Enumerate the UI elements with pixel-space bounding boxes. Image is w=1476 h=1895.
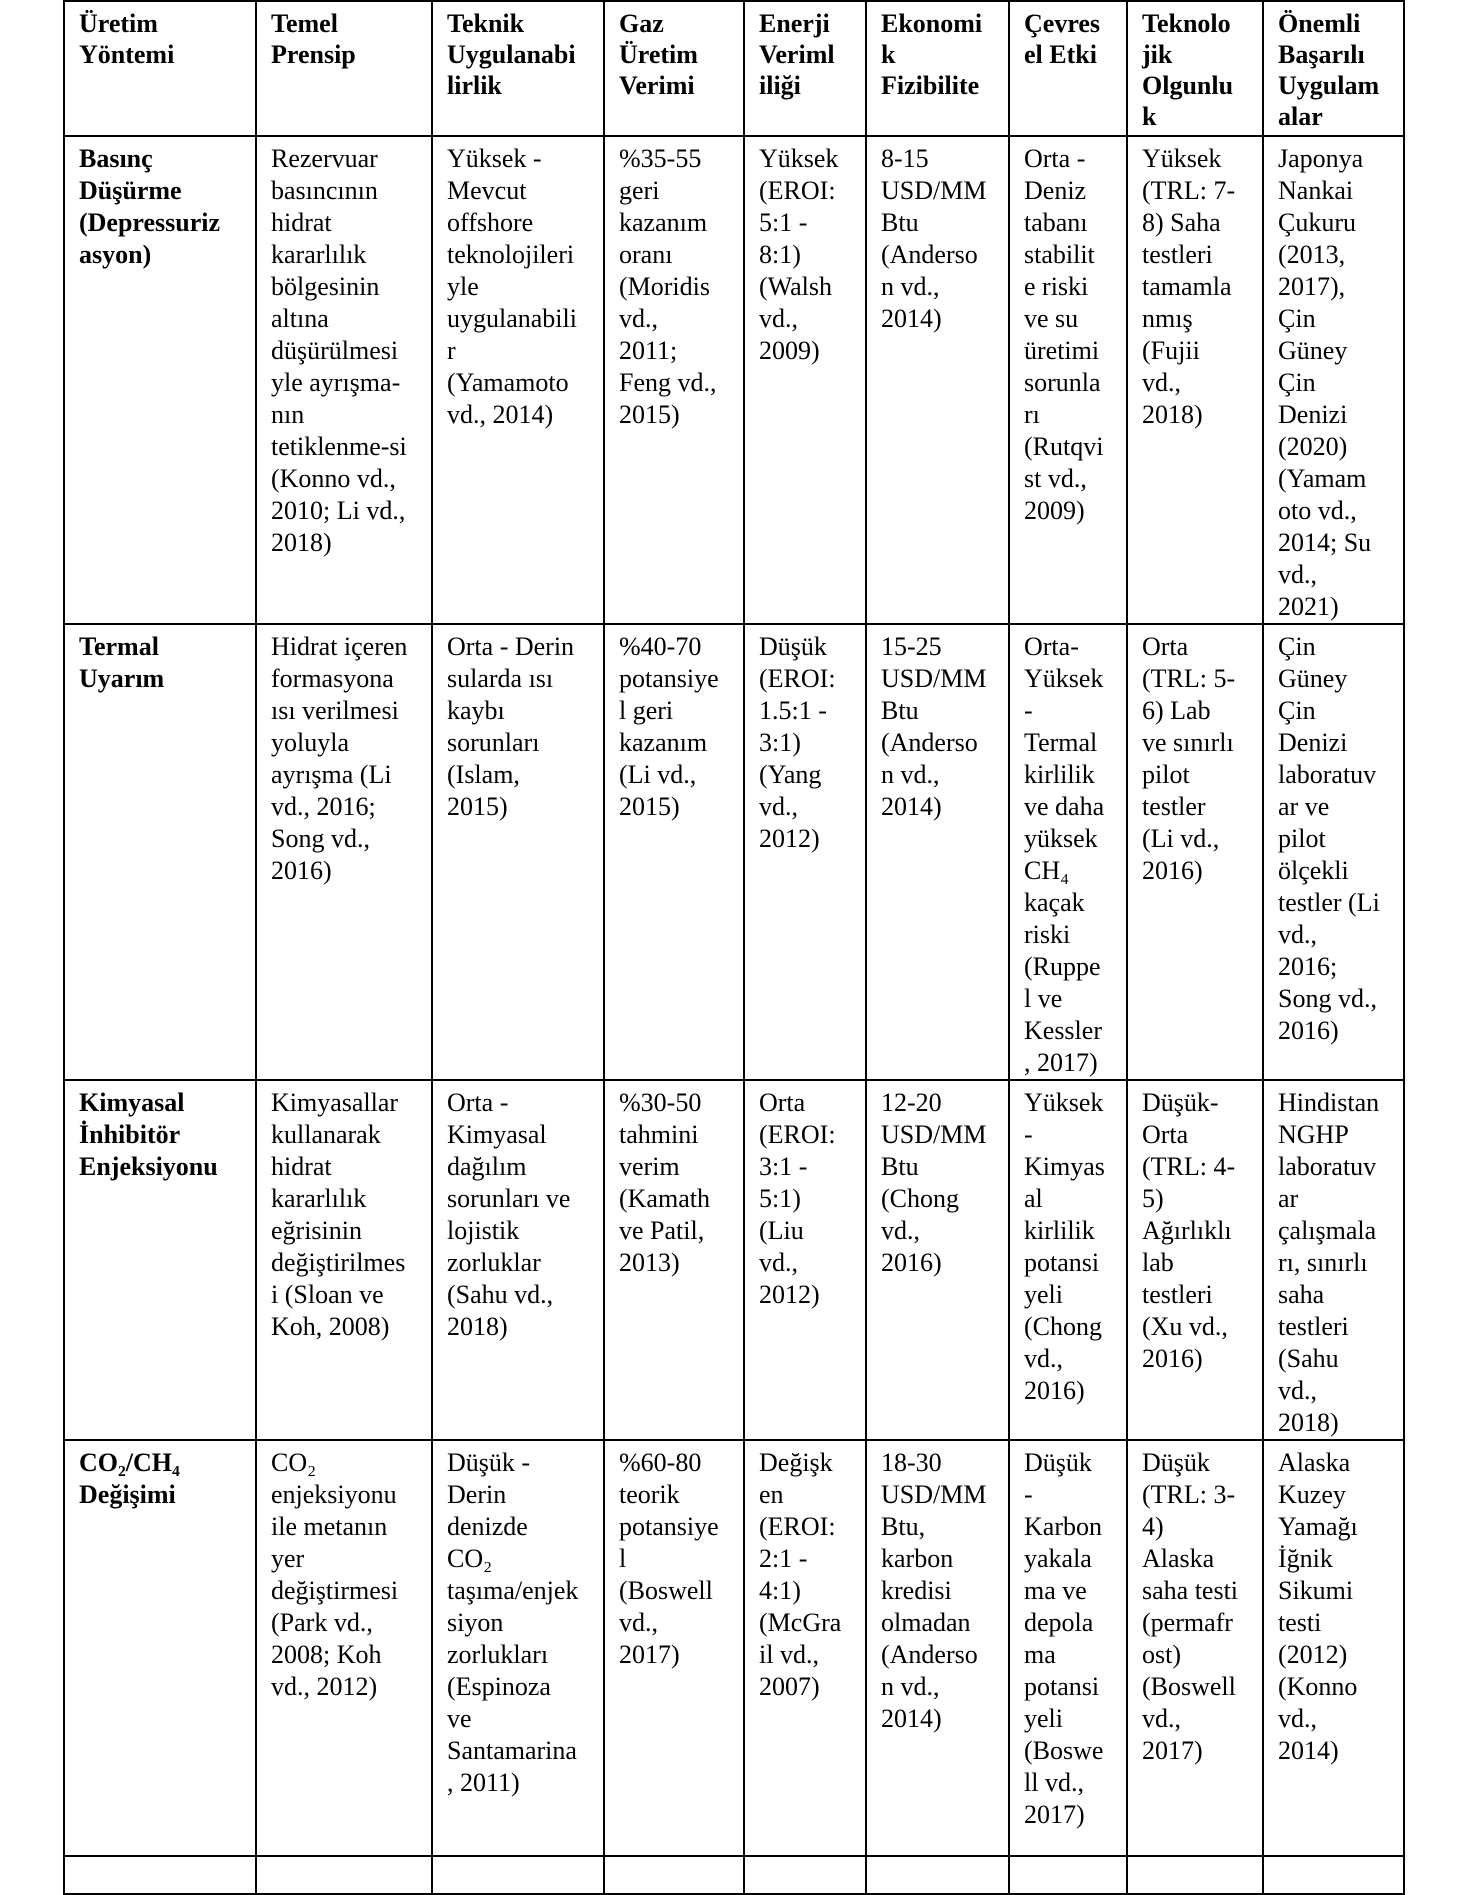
table-row-cut-off xyxy=(64,1856,1404,1894)
table-cell: Yüksek - Kimyas al kirlilik potansi yeli (Chong vd., 2016) xyxy=(1009,1080,1127,1440)
table-cell: Orta- Yüksek - Termal kirlilik ve daha yüksek CH₄ kaçak riski (Ruppe l ve Kessler , 2017) xyxy=(1009,624,1127,1080)
table-cell: Orta - Derin sularda ısı kaybı sorunları (Islam, 2015) xyxy=(432,624,604,1080)
table-cell: Yüksek - Mevcut offshore teknolojileri yle uygulanabili r (Yamamoto vd., 2014) xyxy=(432,136,604,624)
row-method: Termal Uyarım xyxy=(64,624,256,1080)
table-cell: 18-30 USD/MM Btu, karbon kredisi olmadan (Anderso n vd., 2014) xyxy=(866,1440,1009,1856)
header-economic-feasibility: Ekonomi k Fizibilite xyxy=(866,1,1009,136)
table-cell: Hindistan NGHP laboratuv ar çalışmala rı, sınırlı saha testleri (Sahu vd., 2018) xyxy=(1263,1080,1404,1440)
table-cell: Orta - Deniz tabanı stabilit e riski ve su üretimi sorunla rı (Rutqvi st vd., 2009) xyxy=(1009,136,1127,624)
table-row xyxy=(64,1080,1404,1440)
table-cell xyxy=(604,1856,744,1894)
table-cell: Düşük (TRL: 3- 4) Alaska saha testi (permafr ost) (Boswell vd., 2017) xyxy=(1127,1440,1263,1856)
table-cell xyxy=(432,1856,604,1894)
table-cell xyxy=(1127,1856,1263,1894)
table-cell: Rezervuar basıncının hidrat kararlılık bölgesinin altına düşürülmesi yle ayrışma- nın tetiklenme-si (Konno vd., 2010; Li vd., 2018) xyxy=(256,136,432,624)
table-cell xyxy=(1009,1856,1127,1894)
table-cell: Orta - Kimyasal dağılım sorunları ve lojistik zorluklar (Sahu vd., 2018) xyxy=(432,1080,604,1440)
row-method: Basınç Düşürme (Depressuriz asyon) xyxy=(64,136,256,624)
table-cell: Yüksek (TRL: 7- 8) Saha testleri tamamla nmış (Fujii vd., 2018) xyxy=(1127,136,1263,624)
table-cell: %60-80 teorik potansiye l (Boswell vd., 2017) xyxy=(604,1440,744,1856)
header-gas-yield: Gaz Üretim Verimi xyxy=(604,1,744,136)
table-cell: %30-50 tahmini verim (Kamath ve Patil, 2013) xyxy=(604,1080,744,1440)
table-cell: Alaska Kuzey Yamağı İğnik Sikumi testi (2012) (Konno vd., 2014) xyxy=(1263,1440,1404,1856)
table-cell: Düşük (EROI: 1.5:1 - 3:1) (Yang vd., 2012) xyxy=(744,624,866,1080)
table-cell xyxy=(1263,1856,1404,1894)
table-cell: Kimyasallar kullanarak hidrat kararlılık eğrisinin değiştirilmes i (Sloan ve Koh, 2008) xyxy=(256,1080,432,1440)
comparison-table xyxy=(63,0,1405,1895)
table-cell: Orta (EROI: 3:1 - 5:1) (Liu vd., 2012) xyxy=(744,1080,866,1440)
header-energy-efficiency: Enerji Veriml iliği xyxy=(744,1,866,136)
row-method: Kimyasal İnhibitör Enjeksiyonu xyxy=(64,1080,256,1440)
table-row xyxy=(64,624,1404,1080)
header-applications: Önemli Başarılı Uygulam alar xyxy=(1263,1,1404,136)
header-tech-maturity: Teknolo jik Olgunlu k xyxy=(1127,1,1263,136)
table-cell: %40-70 potansiye l geri kazanım (Li vd., 2015) xyxy=(604,624,744,1080)
method-formula: CO₂/CH₄ xyxy=(79,1448,180,1477)
table-cell: Hidrat içeren formasyona ısı verilmesi yoluyla ayrışma (Li vd., 2016; Song vd., 2016) xyxy=(256,624,432,1080)
method-label: Değişimi xyxy=(79,1480,176,1509)
table-cell xyxy=(64,1856,256,1894)
header-method: Üretim Yöntemi xyxy=(64,1,256,136)
table-cell: Japonya Nankai Çukuru (2013, 2017), Çin Güney Çin Denizi (2020) (Yamam oto vd., 2014; Su vd., 2021) xyxy=(1263,136,1404,624)
table-header-row xyxy=(64,1,1404,136)
table-cell: 8-15 USD/MM Btu (Anderso n vd., 2014) xyxy=(866,136,1009,624)
table-cell xyxy=(866,1856,1009,1894)
header-environmental-impact: Çevres el Etki xyxy=(1009,1,1127,136)
table-cell xyxy=(256,1856,432,1894)
table-cell: Düşük- Orta (TRL: 4- 5) Ağırlıklı lab testleri (Xu vd., 2016) xyxy=(1127,1080,1263,1440)
table-row xyxy=(64,136,1404,624)
table-cell: 12-20 USD/MM Btu (Chong vd., 2016) xyxy=(866,1080,1009,1440)
header-technical-applicability: Teknik Uygulanabi lirlik xyxy=(432,1,604,136)
table-cell: CO₂ enjeksiyonu ile metanın yer değiştirmesi (Park vd., 2008; Koh vd., 2012) xyxy=(256,1440,432,1856)
table-cell xyxy=(744,1856,866,1894)
table-cell: Orta (TRL: 5- 6) Lab ve sınırlı pilot testler (Li vd., 2016) xyxy=(1127,624,1263,1080)
table-cell: Yüksek (EROI: 5:1 - 8:1) (Walsh vd., 2009) xyxy=(744,136,866,624)
table-cell: Değişk en (EROI: 2:1 - 4:1) (McGra il vd., 2007) xyxy=(744,1440,866,1856)
table-cell: Çin Güney Çin Denizi laboratuv ar ve pilot ölçekli testler (Li vd., 2016; Song vd., 2016) xyxy=(1263,624,1404,1080)
table-cell: Düşük - Karbon yakala ma ve depola ma potansi yeli (Boswe ll vd., 2017) xyxy=(1009,1440,1127,1856)
table-cell: %35-55 geri kazanım oranı (Moridis vd., 2011; Feng vd., 2015) xyxy=(604,136,744,624)
row-method xyxy=(64,1440,256,1856)
table-row xyxy=(64,1440,1404,1856)
table-cell: 15-25 USD/MM Btu (Anderso n vd., 2014) xyxy=(866,624,1009,1080)
table-cell: Düşük - Derin denizde CO₂ taşıma/enjek siyon zorlukları (Espinoza ve Santamarina , 2011) xyxy=(432,1440,604,1856)
header-principle: Temel Prensip xyxy=(256,1,432,136)
